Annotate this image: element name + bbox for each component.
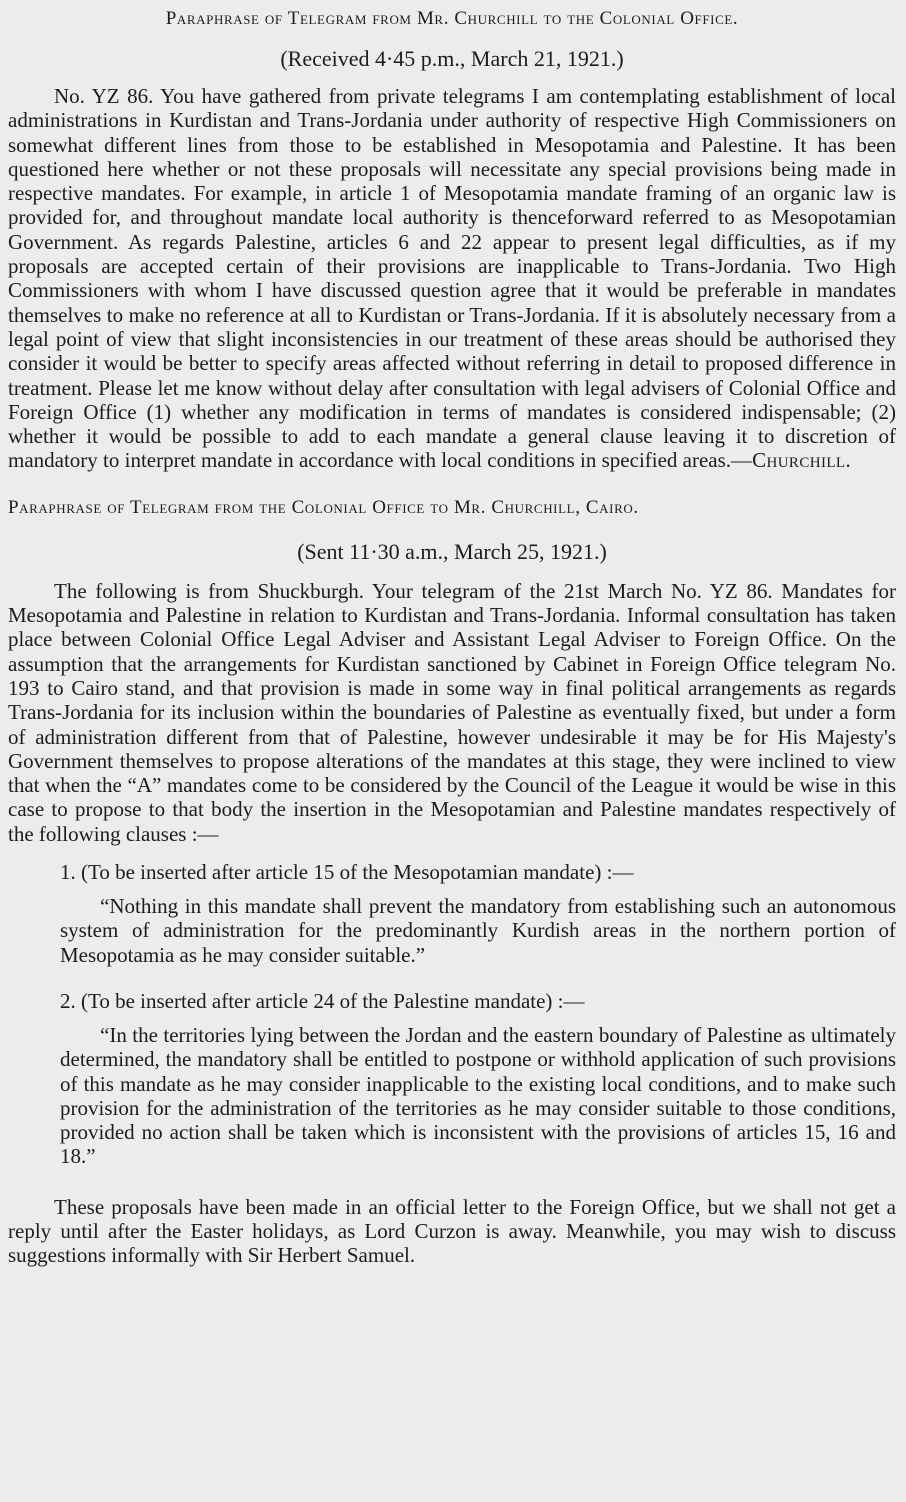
clause-2-text: “In the territories lying between the Jordan and the eastern boundary of Palestine as ultimately determined, the mandatory shall be entitled to postpone or withhold application of such provisions of this mandate as he may consider inapplicable to the existing local conditions, and to make such provision for the administration of the territories as he may consider suitable to those conditions, provided no action shall be taken which is inconsistent with the provisions of articles 15, 16 and 18.” [60, 1022, 896, 1169]
telegram-1-body-text: No. YZ 86. You have gathered from private telegrams I am contemplating establishment of local administrations in Kurdistan and Trans-Jordania under authority of respective High Commissioners on somewhat different lines from those to be established in Mesopotamia and Palestine. It has been questioned here whether or not these proposals will necessitate any special provisions being made in respective mandates. For example, in article 1 of Mesopotamia mandate framing of an organic law is provided for, and throughout mandate local authority is thenceforward referred to as Mesopotamian Government. As regards Palestine, articles 6 and 22 appear to present legal difficulties, as if my proposals are accepted certain of their provisions are inapplicable to Trans-Jordania. Two High Commissioners with whom I have discussed question agree that it would be preferable in mandates themselves to make no reference at all to Kurdistan or Trans-Jordania. If it is absolutely necessary from a legal point of view that slight inconsistencies in our treatment of these areas should be authorised they consider it would be better to specify areas affected without referring in detail to proposed difference in treatment. Please let me know without delay after consultation with legal advisers of Colonial Office and Foreign Office (1) whether any modification in terms of mandates is considered indispensable; (2) whether it would be possible to add to each mandate a general clause leaving it to discretion of mandatory to interpret mandate in accordance with local conditions in specified areas.— [8, 84, 896, 473]
telegram-2-body: The following is from Shuckburgh. Your telegram of the 21st March No. YZ 86. Mandates for Mesopotamia and Palestine in relation to Kurdistan and Trans-Jordania. Informal consultation has taken place between Colonial Office Legal Adviser and Assistant Legal Adviser to Foreign Office. On the assumption that the arrangements for Kurdistan sanctioned by Cabinet in Foreign Office telegram No. 193 to Cairo stand, and that provision is made in some way in final political arrangements as regards Trans-Jordania for its inclusion within the boundaries of Palestine as eventually fixed, but under a form of administration different from that of Palestine, however undesirable it may be for His Majesty's Government themselves to propose alterations of the mandates at this stage, they were inclined to view that when the “A” mandates come to be considered by the Council of the League it would be wise in this case to propose to that body the insertion in the Mesopotamian and Palestine mandates respectively of the following clauses :— [8, 578, 896, 846]
clause-1-heading: 1. (To be inserted after article 15 of the Mesopotamian mandate) :— [60, 860, 634, 885]
telegram-churchill-to-colonial-office [8, 6, 896, 473]
telegram-1-dateline: (Received 4·45 p.m., March 21, 1921.) [280, 46, 624, 71]
telegram-2-dateline: (Sent 11·30 a.m., March 25, 1921.) [297, 538, 607, 564]
telegram-1-heading: Paraphrase of Telegram from Mr. Churchill to the Colonial Office. [165, 8, 739, 29]
telegram-2-heading: Paraphrase of Telegram from the Colonial Office to Mr. Churchill, Cairo. [8, 496, 639, 518]
clause-2-heading: 2. (To be inserted after article 24 of the Palestine mandate) :— [60, 988, 585, 1013]
telegram-colonial-office-to-churchill [8, 495, 896, 1268]
telegram-1-signature: Churchill. [752, 448, 852, 473]
clause-1-text: “Nothing in this mandate shall prevent the mandatory from establishing such an autonomous system of administration for the predominantly Kurdish areas in the northern portion of Mesopotamia as he may consider suitable.” [60, 894, 896, 967]
telegram-2-closing: These proposals have been made in an official letter to the Foreign Office, but we shall not get a reply until after the Easter holidays, as Lord Curzon is away. Meanwhile, you may wish to discuss suggestions informally with Sir Herbert Samuel. [8, 1194, 896, 1268]
telegram-1-body [8, 84, 896, 473]
